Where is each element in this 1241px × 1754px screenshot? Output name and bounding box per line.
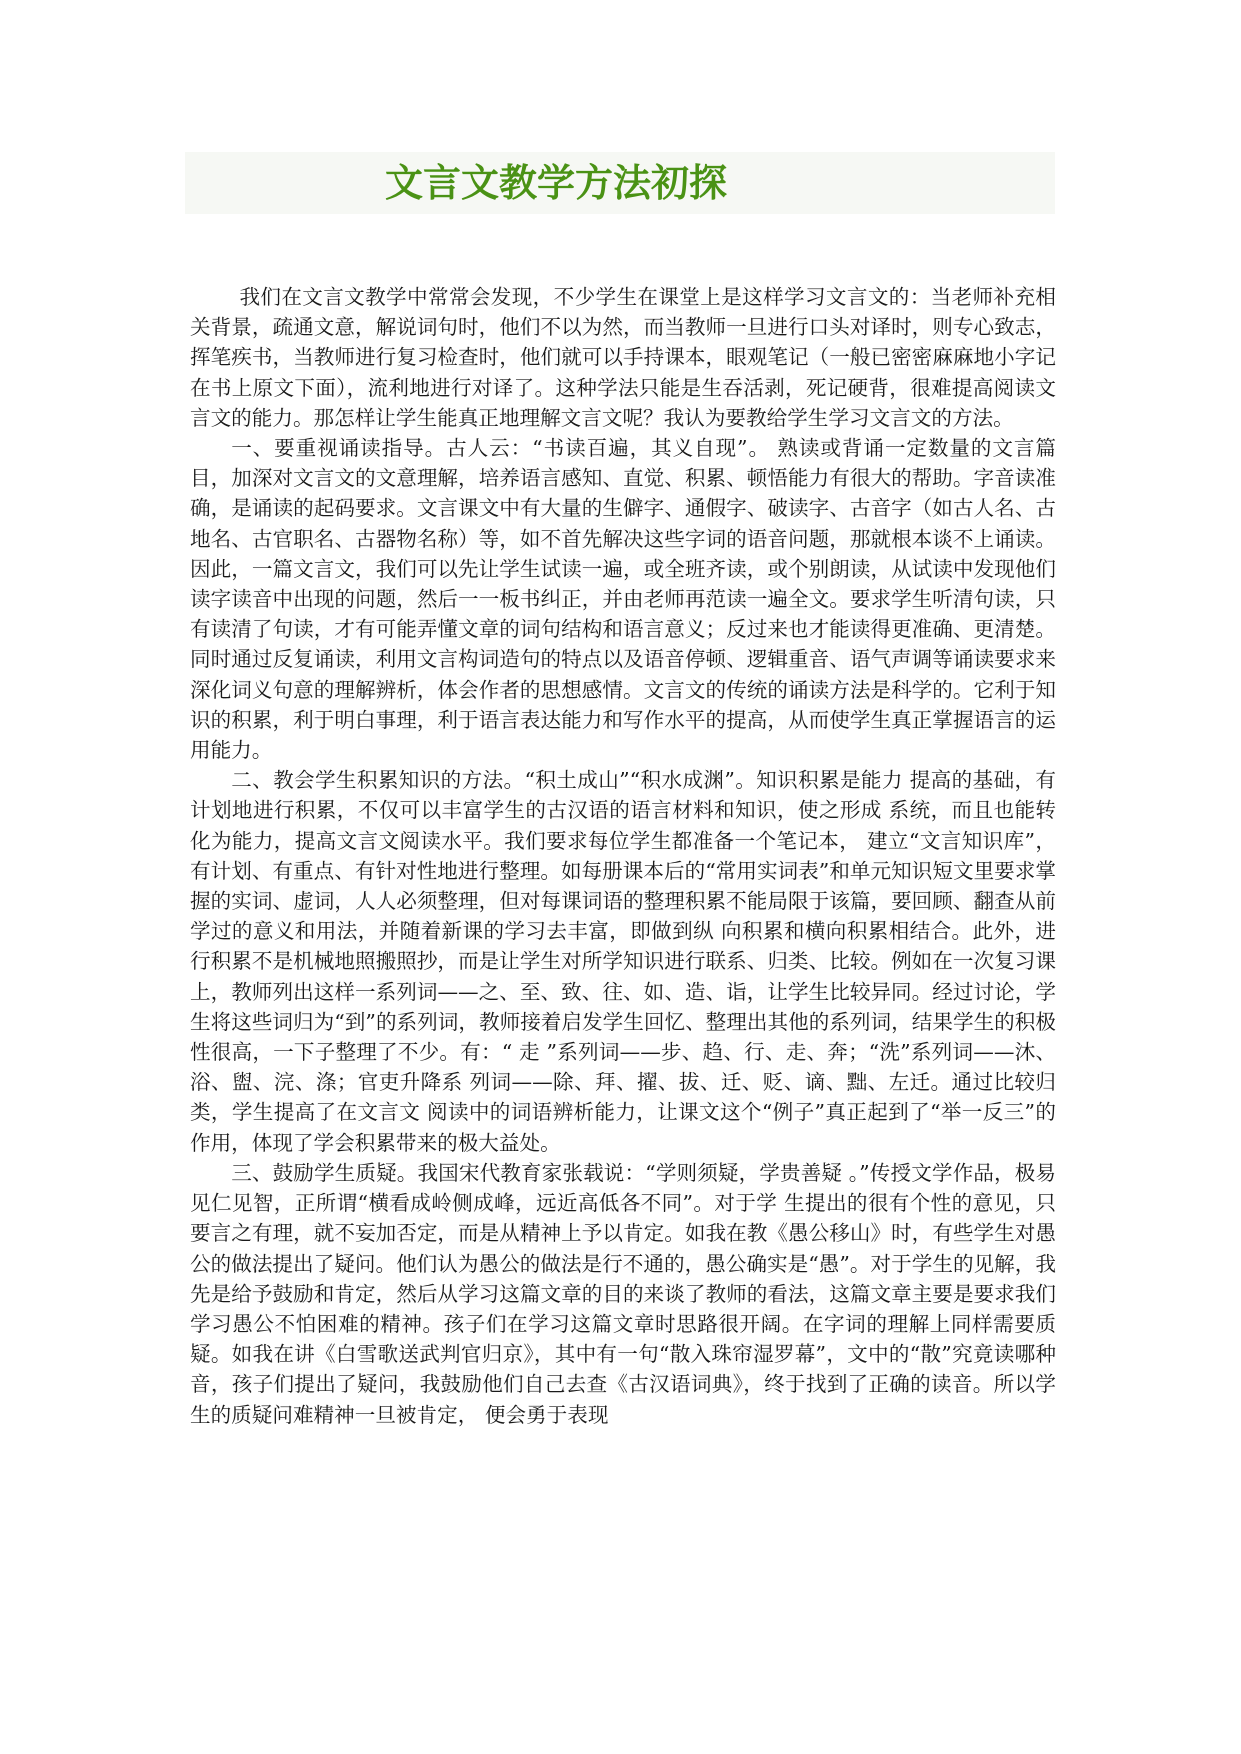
paragraph-section-2: 二、教会学生积累知识的方法。“积土成山”“积水成渊”。知识积累是能力 提高的基础，有计划地进行积累，不仅可以丰富学生的古汉语的语言材料和知识，使之形成 系统，而且也能转化为能力，提高文言文阅读水平。我们要求每位学生都准备一个笔记本， 建立“文言知识库”，有计划、有重点、有针对性地进行整理。如每册课本后的“常用实词表”和单元知识短文里要求掌握的实词、虚词，人人必须整理，但对每课词语的整理积累不能局限于该篇，要回顾、翻查从前学过的意义和用法，并随着新课的学习去丰富，即做到纵 向积累和横向积累相结合。此外，进行积累不是机械地照搬照抄，而是让学生对所学知识进行联系、归类、比较。例如在一次复习课上，教师列出这样一系列词——之、至、致、往、如、造、诣，让学生比较异同。经过讨论，学生将这些词归为“到”的系列词，教师接着启发学生回忆、整理出其他的系列词，结果学生的积极性很高，一下子整理了不少。有：“ 走 ”系列词——步、趋、行、走、奔；“洗”系列词——沐、浴、盥、浣、涤；官吏升降系 列词——除、拜、擢、拔、迁、贬、谪、黜、左迁。通过比较归类，学生提高了在文言文 阅读中的词语辨析能力，让课文这个“例子”真正起到了“举一反三”的作用，体现了学会积累带来的极大益处。: [190, 768, 1056, 1155]
document-body: [190, 282, 1056, 1430]
paragraph-section-3: 三、鼓励学生质疑。我国宋代教育家张载说：“学则须疑，学贵善疑 。”传授文学作品，极易见仁见智，正所谓“横看成岭侧成峰，远近高低各不同”。对于学 生提出的很有个性的意见，只要言之有理，就不妄加否定，而是从精神上予以肯定。如我在教《愚公移山》时，有些学生对愚公的做法提出了疑问。他们认为愚公的做法是行不通的，愚公确实是“愚”。对于学生的见解，我先是给予鼓励和肯定，然后从学习这篇文章的目的来谈了教师的看法，这篇文章主要是要求我们学习愚公不怕困难的精神。孩子们在学习这篇文章时思路很开阔。在字词的理解上同样需要质疑。如我在讲《白雪歌送武判官归京》，其中有一句“散入珠帘湿罗幕”，文中的“散”究竟读哪种音，孩子们提出了疑问，我鼓励他们自己去查《古汉语词典》，终于找到了正确的读音。所以学生的质疑问难精神一旦被肯定， 便会勇于表现: [190, 1160, 1056, 1427]
paragraph-section-1: 一、要重视诵读指导。古人云：“书读百遍，其义自现”。 熟读或背诵一定数量的文言篇目，加深对文言文的文意理解，培养语言感知、直觉、积累、顿悟能力有很大的帮助。字音读准确，是诵读的起码要求。文言课文中有大量的生僻字、通假字、破读字、古音字（如古人名、古地名、古官职名、古器物名称）等，如不首先解决这些字词的语音问题，那就根本谈不上诵读。因此，一篇文言文，我们可以先让学生试读一遍，或全班齐读，或个别朗读，从试读中发现他们读字读音中出现的问题，然后一一板书纠正，并由老师再范读一遍全文。要求学生听清句读，只有读清了句读，才有可能弄懂文章的词句结构和语言意义；反过来也才能读得更准确、更清楚。同时通过反复诵读，利用文言构词造句的特点以及语音停顿、逻辑重音、语气声调等诵读要求来深化词义句意的理解辨析，体会作者的思想感情。文言文的传统的诵读方法是科学的。它利于知识的积累，利于明白事理，利于语言表达能力和写作水平的提高，从而使学生真正掌握语言的运用能力。: [190, 436, 1056, 763]
paragraph-intro: 我们在文言文教学中常常会发现，不少学生在课堂上是这样学习文言文的：当老师补充相关背景，疏通文意，解说词句时，他们不以为然，而当教师一旦进行口头对译时，则专心致志，挥笔疾书，当教师进行复习检查时，他们就可以手持课本，眼观笔记（一般已密密麻麻地小字记在书上原文下面），流利地进行对译了。这种学法只能是生吞活剥，死记硬背，很难提高阅读文言文的能力。那怎样让学生能真正地理解文言文呢？我认为要教给学生学习文言文的方法。: [190, 285, 1056, 430]
page-title: 文言文教学方法初探: [385, 160, 728, 205]
